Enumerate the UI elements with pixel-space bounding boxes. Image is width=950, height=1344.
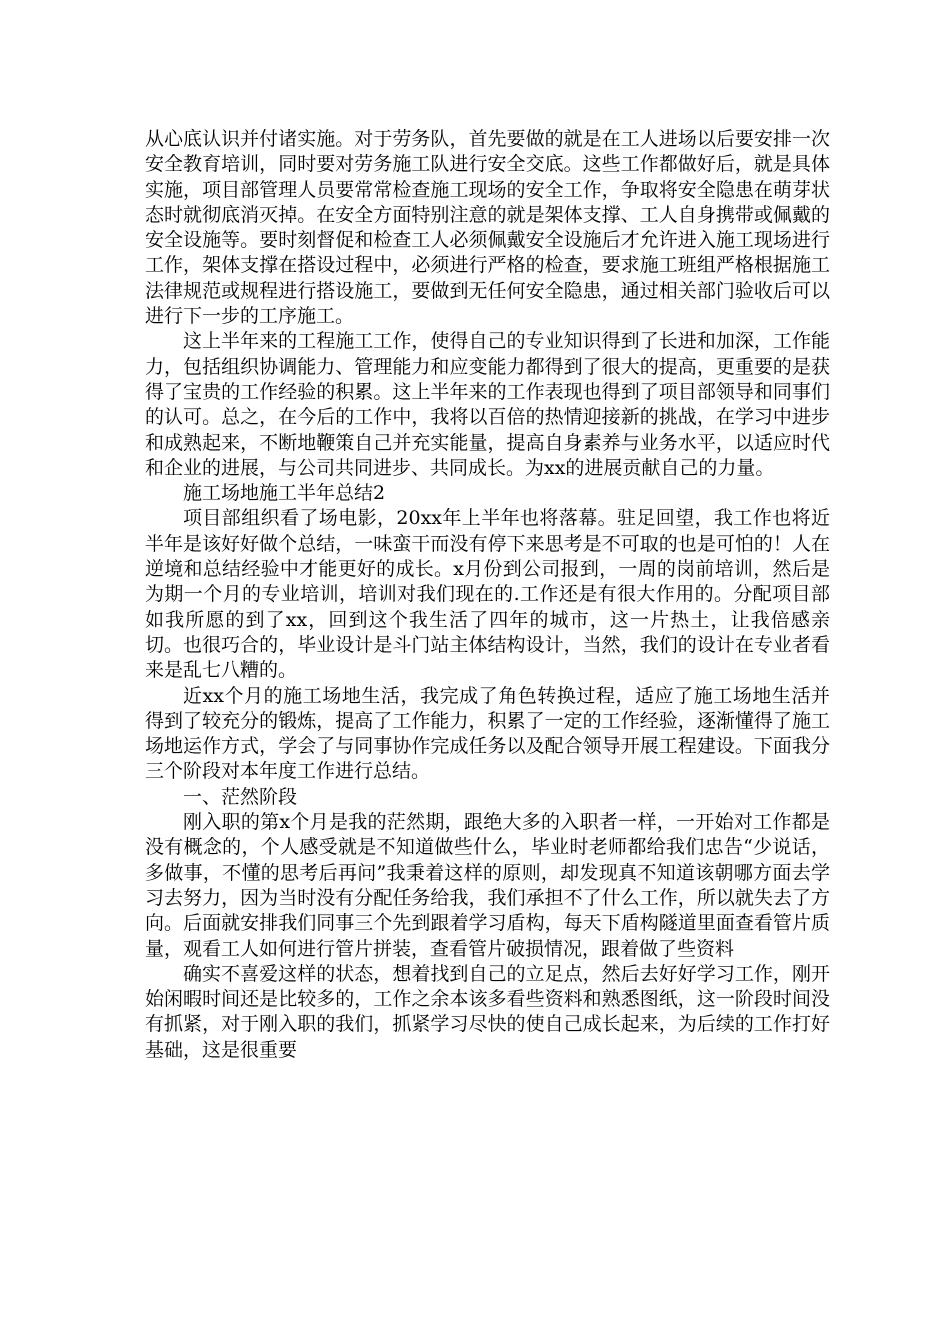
paragraph-first-month: 刚入职的第x个月是我的茫然期，跟绝大多的入职者一样，一开始对工作都是没有概念的，个人感受就是不知道做些什么，毕业时老师都给我们忠告“少说话，多做事，不懂的思考后再问”我秉着这样的原则，却发现真不知道该朝哪方面去学习去努力，因为当时没有分配任务给我，我们承担不了什么工作，所以就失去了方向。后面就安排我们同事三个先到跟着学习盾构，每天下盾构隧道里面查看管片质量，观看工人如何进行管片拼装，查看管片破损情况，跟着做了些资料 — [145, 811, 830, 960]
paragraph-safety-implementation: 从心底认识并付诸实施。对于劳务队，首先要做的就是在工人进场以后要安排一次安全教育培训，同时要对劳务施工队进行安全交底。这些工作都做好后，就是具体实施，项目部管理人员要常常检查施工现场的安全工作，争取将安全隐患在萌芽状态时就彻底消灭掉。在安全方面特别注意的就是架体支撑、工人自身携带或佩戴的安全设施等。要时刻督促和检查工人必须佩戴安全设施后才允许进入施工现场进行工作，架体支撑在搭设过程中，必须进行严格的检查，要求施工班组严格根据施工法律规范或规程进行搭设施工，要做到无任何安全隐患，通过相关部门验收后可以进行下一步的工序施工。 — [145, 128, 830, 328]
document-page — [145, 127, 830, 1063]
paragraph-study-work: 确实不喜爱这样的状态，想着找到自己的立足点，然后去好好学习工作，刚开始闲暇时间还是比较多的，工作之余本该多看些资料和熟悉图纸，这一阶段时间没有抓紧，对于刚入职的我们，抓紧学习尽快的使自己成长起来，为后续的工作打好基础，这是很重要 — [145, 962, 830, 1061]
section-title-summary-2: 施工场地施工半年总结2 — [183, 482, 386, 505]
paragraph-half-year-summary: 这上半年来的工程施工工作，使得自己的专业知识得到了长进和加深，工作能力，包括组织协调能力、管理能力和应变能力都得到了很大的提高，更重要的是获得了宝贵的工作经验的积累。这上半年来的工作表现也得到了项目部领导和同事们的认可。总之，在今后的工作中，我将以百倍的热情迎接新的挑战，在学习中进步和成熟起来，不断地鞭策自己并充实能量，提高自身素养与业务水平，以适应时代和企业的进展，与公司共同进步、共同成长。为xx的进展贡献自己的力量。 — [145, 330, 830, 479]
paragraph-site-life: 近xx个月的施工场地生活，我完成了角色转换过程，适应了施工场地生活并得到了较充分的锻炼，提高了工作能力，积累了一定的工作经验，逐渐懂得了施工场地运作方式，学会了与同事协作完成任务以及配合领导开展工程建设。下面我分三个阶段对本年度工作进行总结。 — [145, 684, 830, 783]
paragraph-project-review: 项目部组织看了场电影，20xx年上半年也将落幕。驻足回望，我工作也将近半年是该好好做个总结，一味蛮干而没有停下来思考是不可取的也是可怕的！人在逆境和总结经验中才能更好的成长。x月份到公司报到，一周的岗前培训，然后是为期一个月的专业培训，培训对我们现在的.工作还是有很大作用的。分配项目部如我所愿的到了xx，回到这个我生活了四年的城市，这一片热土，让我倍感亲切。也很巧合的，毕业设计是斗门站主体结构设计，当然，我们的设计在专业者看来是乱七八糟的。 — [145, 507, 830, 682]
section-title-confused-stage: 一、茫然阶段 — [183, 785, 298, 808]
